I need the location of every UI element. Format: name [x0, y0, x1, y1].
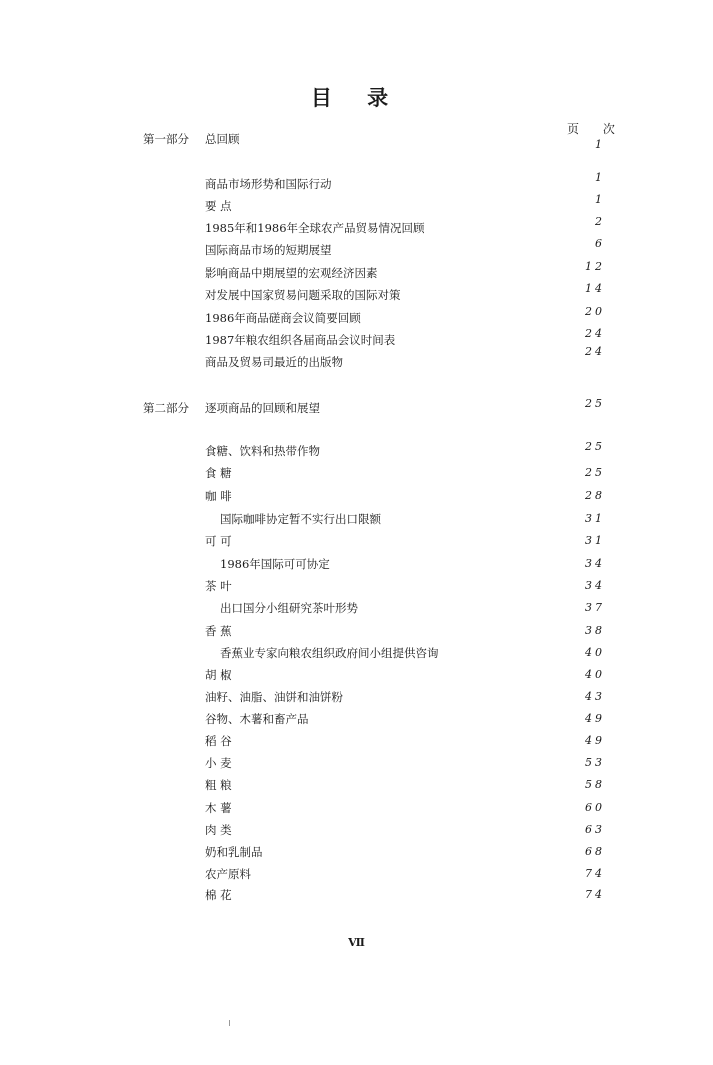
toc-entry: [0, 577, 713, 595]
toc-entry-page: 2: [595, 215, 605, 228]
toc-entry-label: 木 薯: [205, 801, 232, 815]
toc-entry-page: 49: [585, 734, 605, 747]
toc-entry-label: 香蕉业专家向粮农组织政府间小组提供咨询: [220, 646, 439, 660]
toc-entry: [0, 666, 713, 684]
toc-entry: [0, 821, 713, 839]
toc-entry: [0, 710, 713, 728]
toc-entry-label: 粗 粮: [205, 778, 232, 792]
toc-entry-page: 6: [595, 237, 605, 250]
toc-entry: [0, 464, 713, 482]
part-page-number: 25: [585, 397, 605, 410]
toc-entry: [0, 843, 713, 861]
toc-entry-label: 胡 椒: [205, 668, 232, 682]
toc-entry-page: 1: [595, 171, 605, 184]
scan-mark: [229, 1020, 230, 1026]
toc-entry-page: 34: [585, 557, 605, 570]
toc-entry: [0, 442, 713, 460]
toc-entry-label: 1986年国际可可协定: [220, 557, 330, 571]
toc-entry: [0, 237, 713, 259]
toc-entry-label: 咖 啡: [205, 489, 232, 503]
page-number-footer: Ⅶ: [348, 936, 365, 949]
toc-entry-label: 1985年和1986年全球农产品贸易情况回顾: [205, 221, 425, 235]
toc-entry: [0, 886, 713, 904]
toc-entry-label: 棉 花: [205, 888, 232, 902]
toc-entry-label: 1987年粮农组织各届商品会议时间表: [205, 333, 396, 347]
toc-entry: [0, 622, 713, 640]
toc-entry: [0, 776, 713, 794]
toc-entry: [0, 865, 713, 883]
toc-entry-page: 14: [585, 282, 605, 295]
toc-entry-page: 1: [595, 193, 605, 206]
toc-entry: [0, 732, 713, 750]
page-column-header: 页 次: [567, 122, 625, 136]
toc-entry-label: 香 蕉: [205, 624, 232, 638]
toc-entry-label: 出口国分小组研究茶叶形势: [220, 601, 358, 615]
toc-entry: [0, 754, 713, 772]
part-title: 逐项商品的回顾和展望: [205, 401, 320, 415]
part-page-number: 1: [595, 138, 605, 151]
toc-entry-label: 1986年商品磋商会议简要回顾: [205, 311, 361, 325]
toc-entry: [0, 327, 713, 349]
toc-entry-page: 24: [585, 345, 605, 358]
toc-entry-label: 奶和乳制品: [205, 845, 263, 859]
toc-entry: [0, 688, 713, 706]
toc-entry-page: 58: [585, 778, 605, 791]
part-title: 总回顾: [205, 132, 240, 146]
toc-entry-label: 国际咖啡协定暂不实行出口限额: [220, 512, 381, 526]
toc-entry: [0, 555, 713, 573]
toc-entry-page: 38: [585, 624, 605, 637]
toc-entry-page: 31: [585, 512, 605, 525]
toc-entry-page: 68: [585, 845, 605, 858]
toc-entry-label: 可 可: [205, 534, 232, 548]
toc-entry-label: 谷物、木薯和畜产品: [205, 712, 309, 726]
toc-entry-label: 小 麦: [205, 756, 232, 770]
toc-entry-page: 60: [585, 801, 605, 814]
toc-entry-label: 茶 叶: [205, 579, 232, 593]
page-title: 目 录: [310, 85, 403, 110]
part-label: 第二部分: [143, 401, 189, 415]
toc-entry-page: 28: [585, 489, 605, 502]
toc-entry-label: 要 点: [205, 199, 232, 213]
toc-entry-label: 影响商品中期展望的宏观经济因素: [205, 266, 378, 280]
toc-entry-page: 63: [585, 823, 605, 836]
toc-entry-page: 25: [585, 466, 605, 479]
toc-entry: [0, 487, 713, 505]
toc-entry: [0, 510, 713, 528]
toc-entry-page: 20: [585, 305, 605, 318]
part-page-row: [0, 136, 713, 154]
toc-entry: [0, 282, 713, 304]
toc-entry-label: 食糖、饮料和热带作物: [205, 444, 320, 458]
toc-entry-label: 肉 类: [205, 823, 232, 837]
toc-entry: [0, 305, 713, 327]
toc-entry-page: 24: [585, 327, 605, 340]
toc-entry-page: 34: [585, 579, 605, 592]
toc-entry-label: 国际商品市场的短期展望: [205, 243, 332, 257]
toc-entry-page: 74: [585, 867, 605, 880]
toc-entry-page: 40: [585, 646, 605, 659]
toc-entry: [0, 193, 713, 215]
toc-entry: [0, 345, 713, 371]
toc-entry-label: 油籽、油脂、油饼和油饼粉: [205, 690, 343, 704]
toc-entry: [0, 599, 713, 617]
toc-entry-page: 40: [585, 668, 605, 681]
toc-entry: [0, 260, 713, 282]
toc-entry-label: 稻 谷: [205, 734, 232, 748]
toc-entry-page: 31: [585, 534, 605, 547]
toc-entry-label: 商品市场形势和国际行动: [205, 177, 332, 191]
part-label: 第一部分: [143, 132, 189, 146]
toc-entry-page: 49: [585, 712, 605, 725]
toc-entry: [0, 644, 713, 662]
toc-entry: [0, 532, 713, 550]
toc-entry-page: 37: [585, 601, 605, 614]
toc-entry-page: 25: [585, 440, 605, 453]
toc-entry-page: 12: [585, 260, 605, 273]
toc-entry-label: 对发展中国家贸易问题采取的国际对策: [205, 288, 401, 302]
toc-entry-page: 53: [585, 756, 605, 769]
toc-entry: [0, 171, 713, 193]
toc-entry-label: 食 糖: [205, 466, 232, 480]
part-header-row: [0, 399, 713, 417]
toc-entry-page: 74: [585, 888, 605, 901]
toc-entry-label: 商品及贸易司最近的出版物: [205, 355, 343, 369]
toc-entry: [0, 215, 713, 237]
toc-entry-page: 43: [585, 690, 605, 703]
toc-entry: [0, 799, 713, 817]
toc-entry-label: 农产原料: [205, 867, 251, 881]
